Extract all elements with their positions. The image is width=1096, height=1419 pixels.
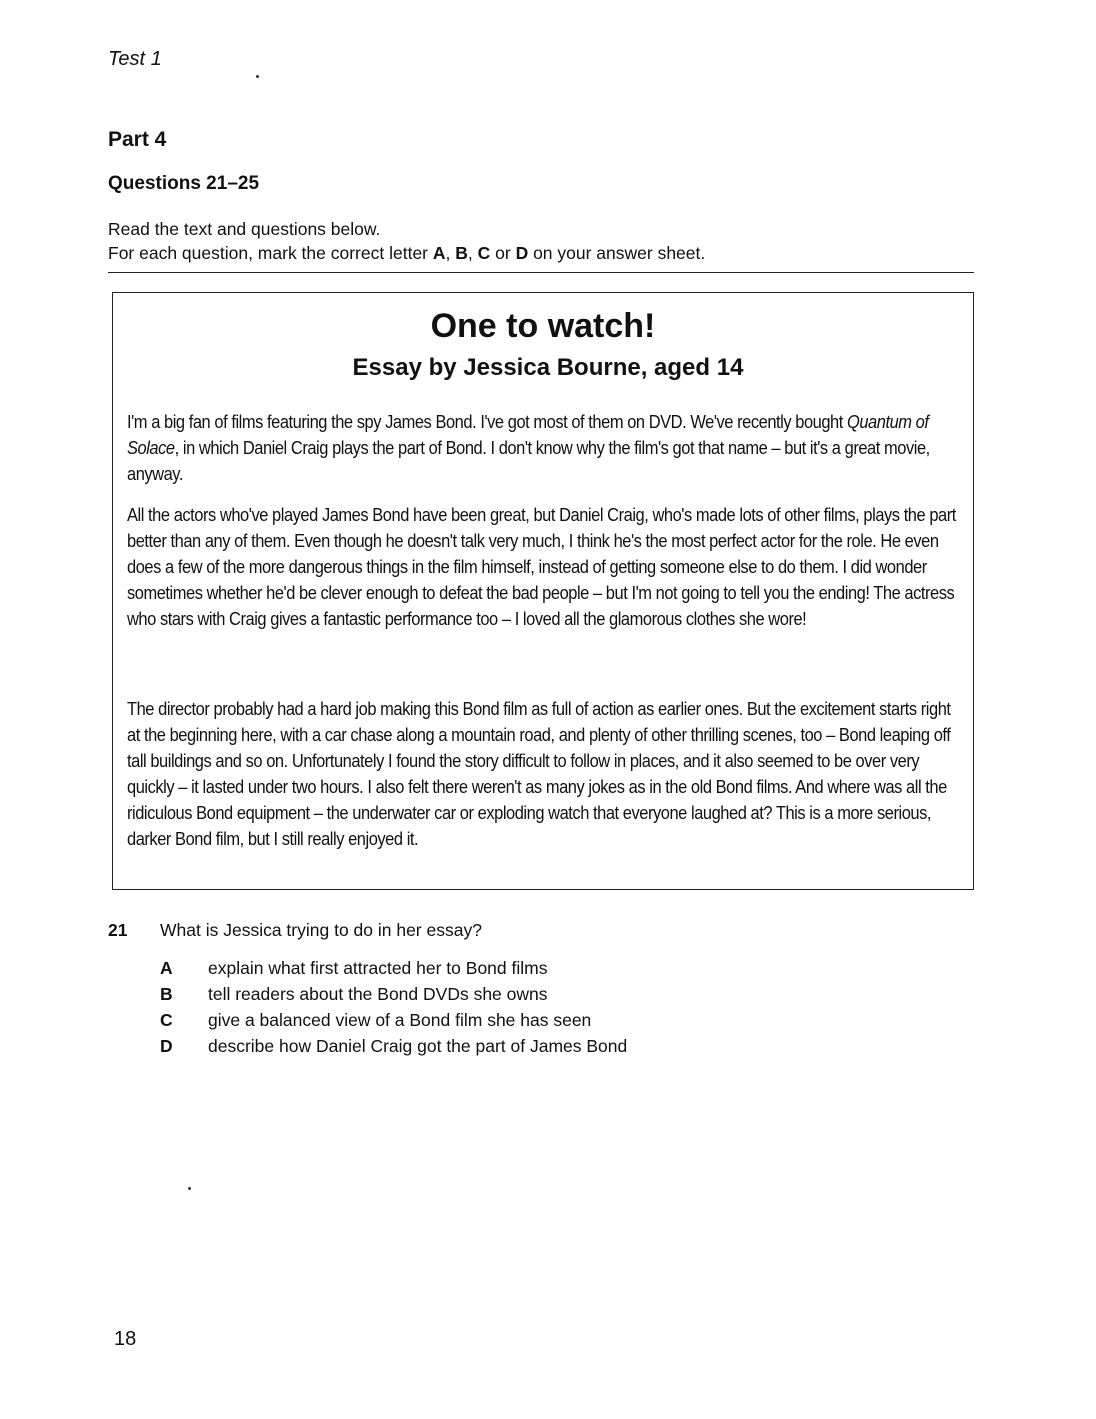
film-title: Quantum of Solace — [127, 411, 929, 458]
page-number: 18 — [114, 1328, 137, 1350]
questions-range: Questions 21–25 — [108, 173, 260, 194]
essay-text: The director probably had a hard job making this Bond film as full of action as earlier ones. But the excitement starts right at the beginning here, with a car chase along a mountain road, and plenty of other thrilling scenes, too – Bond leaping off tall buildings and so on. Unfortunately I found the story difficult to follow in places, and it also seemed to be over very quickly – it lasted under two hours. I also felt there weren't as many jokes as in the old Bond films. And where was all the ridiculous Bond equipment – the underwater car or exploding watch that everyone laughed at? This is a more serious, darker Bond film, but I still really enjoyed it. — [127, 698, 951, 849]
letter-b: B — [455, 243, 468, 263]
instructions — [108, 217, 705, 265]
speck — [188, 1187, 191, 1190]
option-text: explain what first attracted her to Bond films — [208, 958, 548, 978]
divider — [108, 272, 974, 273]
option-letter: A — [160, 958, 173, 978]
option-text: tell readers about the Bond DVDs she owns — [208, 984, 548, 1004]
essay-paragraph-1 — [127, 409, 962, 487]
essay-paragraph-2 — [127, 502, 962, 632]
separator: or — [490, 243, 516, 263]
letter-a: A — [432, 243, 446, 263]
instruction-line-1: Read the text and questions below. — [108, 219, 381, 239]
text-title: One to watch! — [430, 307, 656, 345]
essay-text: I'm a big fan of films featuring the spy James Bond. I've got most of them on DVD. We've recently bought — [127, 411, 847, 432]
instruction-text: For each question, mark the correct letter — [108, 243, 433, 263]
option-text: describe how Daniel Craig got the part of James Bond — [208, 1036, 628, 1056]
letter-d: D — [515, 243, 529, 263]
speck — [256, 75, 259, 78]
question-number: 21 — [108, 920, 128, 940]
separator: , — [467, 243, 478, 263]
option-letter: B — [160, 984, 173, 1004]
instruction-line-2 — [108, 241, 705, 265]
running-head: Test 1 — [108, 48, 162, 70]
separator: , — [445, 243, 456, 263]
essay-text: All the actors who've played James Bond have been great, but Daniel Craig, who's made lots of other films, plays the part better than any of them. Even though he doesn't talk very much, I think he's the most perfect actor for the role. He even does a few of the more dangerous things in the film himself, instead of getting someone else to do them. I did wonder sometimes whether he'd be clever enough to defeat the bad people – but I'm not going to tell you the ending! The actress who stars with Craig gives a fantastic performance too – I loved all the glamorous clothes she wore! — [127, 504, 956, 629]
essay-text: , in which Daniel Craig plays the part of Bond. I don't know why the film's got that name – but it's a great movie, anyway. — [127, 437, 930, 484]
question-text: What is Jessica trying to do in her essay? — [160, 920, 482, 940]
option-text: give a balanced view of a Bond film she has seen — [208, 1010, 592, 1030]
text-subtitle: Essay by Jessica Bourne, aged 14 — [352, 354, 744, 381]
option-letter: C — [160, 1010, 173, 1030]
letter-c: C — [477, 243, 491, 263]
instruction-text: on your answer sheet. — [528, 243, 706, 263]
part-title: Part 4 — [108, 128, 167, 151]
essay-paragraph-3 — [127, 696, 962, 852]
option-letter: D — [160, 1036, 173, 1056]
